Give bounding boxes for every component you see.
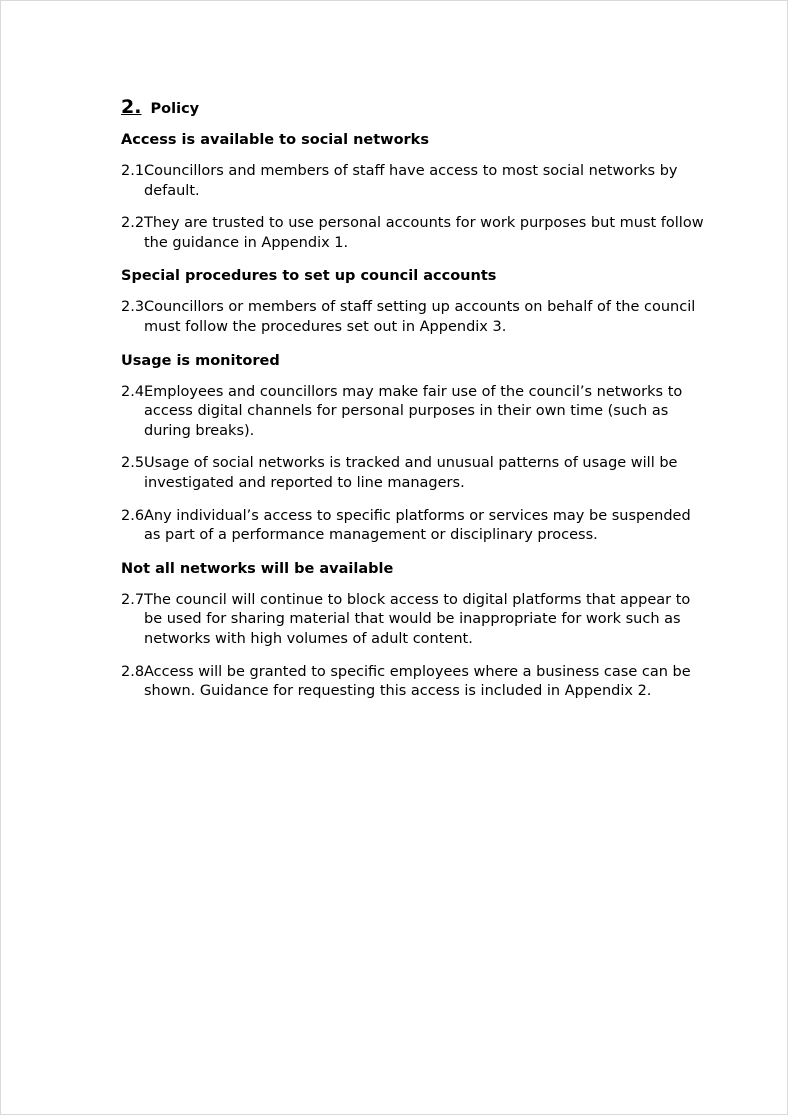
item-text: They are trusted to use personal accounts for work purposes but must follow the guidance in Appendix 1. bbox=[144, 215, 704, 251]
section-number: 2. bbox=[121, 96, 142, 118]
item-text: Any individual’s access to specific platforms or services may be suspended as part of a performance management or disciplinary process. bbox=[144, 507, 691, 544]
item-number: 2.4 bbox=[121, 383, 145, 400]
item-text: Usage of social networks is tracked and unusual patterns of usage will be investigated and reported to line managers. bbox=[144, 455, 678, 491]
section-title bbox=[121, 95, 711, 119]
list-item bbox=[121, 298, 711, 337]
item-text: Councillors or members of staff setting up accounts on behalf of the council must follow the procedures set out in Appendix 3. bbox=[144, 299, 696, 335]
item-text: Employees and councillors may make fair use of the council’s networks to access digital channels for personal purposes in their own time (such as during breaks). bbox=[144, 383, 683, 439]
item-text: The council will continue to block access to digital platforms that appear to be used for sharing material that would be inappropriate for work such as networks with high volumes of adult content. bbox=[144, 591, 691, 647]
item-number: 2.3 bbox=[121, 299, 145, 316]
list-item bbox=[121, 454, 711, 493]
list-item bbox=[121, 214, 711, 253]
group-access bbox=[121, 130, 711, 253]
item-number: 2.8 bbox=[121, 663, 145, 680]
section-label: Policy bbox=[150, 101, 200, 117]
policy-section bbox=[121, 95, 711, 715]
list-item bbox=[121, 507, 711, 546]
list-item bbox=[121, 663, 711, 702]
subheading: Usage is monitored bbox=[121, 352, 280, 369]
item-number: 2.7 bbox=[121, 591, 145, 608]
item-text: Councillors and members of staff have access to most social networks by default. bbox=[144, 163, 678, 199]
item-number: 2.1 bbox=[121, 163, 145, 179]
group-special-procedures bbox=[121, 266, 711, 337]
item-text: Access will be granted to specific employees where a business case can be shown. Guidance for requesting this access is included in Appendix 2. bbox=[144, 663, 691, 700]
list-item bbox=[121, 591, 711, 650]
group-networks-availability bbox=[121, 559, 711, 702]
item-number: 2.5 bbox=[121, 455, 145, 472]
group-usage-monitored bbox=[121, 351, 711, 546]
item-number: 2.6 bbox=[121, 507, 145, 524]
subheading: Access is available to social networks bbox=[121, 132, 429, 148]
subheading: Special procedures to set up council accounts bbox=[121, 268, 497, 285]
subheading: Not all networks will be available bbox=[121, 560, 394, 577]
item-number: 2.2 bbox=[121, 215, 145, 232]
list-item bbox=[121, 383, 711, 442]
list-item bbox=[121, 162, 711, 201]
